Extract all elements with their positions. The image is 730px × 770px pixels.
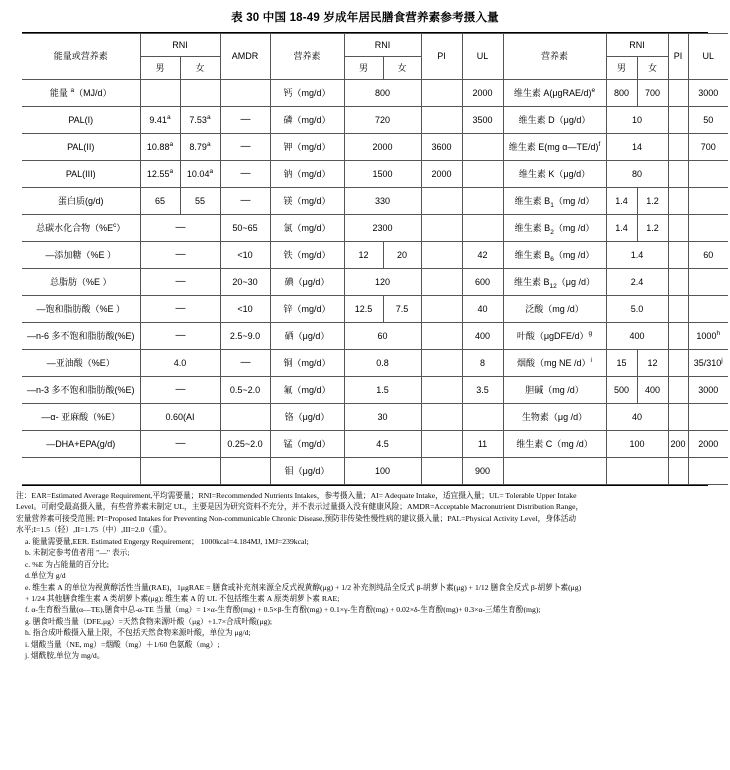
cell-mid-rni-shared: 120 <box>344 269 421 296</box>
cell-right-ul <box>688 458 728 485</box>
row-label-vitamin <box>503 458 606 485</box>
cell-right-rni-female: 400 <box>637 377 668 404</box>
row-label-energy: —n-6 多不饱和脂肪酸(%E) <box>22 323 140 350</box>
cell-right-rni-male: 500 <box>606 377 637 404</box>
cell-mid-rni-male: 12 <box>344 242 383 269</box>
row-label-energy: 蛋白质(g/d) <box>22 188 140 215</box>
row-label-energy: —n-3 多不饱和脂肪酸(%E) <box>22 377 140 404</box>
cell-mid-pi <box>421 188 462 215</box>
row-label-vitamin: 烟酸（mg NE /d）$^i$ <box>503 350 606 377</box>
cell-mid-ul <box>462 134 503 161</box>
table-row <box>22 134 728 161</box>
cell-mid-rni-shared: 4.5 <box>344 431 421 458</box>
cell-left-rni-shared: — <box>140 215 220 242</box>
cell-right-rni-shared: 2.4 <box>606 269 668 296</box>
cell-right-pi <box>668 161 688 188</box>
row-label-vitamin: 维生素 $B_1(mg$ /d） <box>503 188 606 215</box>
note-e-line-1: e. 维生素 A 的单位为视黄醇活性当量(RAE)，1μgRAE = 膳食或补充剂来源全反式视黄醇(μg) + 1/2 补充剂纯品全反式 β-胡萝卜素(μg) + 1/12 膳食全反式 β-胡萝卜素(μg) <box>25 582 582 592</box>
cell-right-rni-shared: 14 <box>606 134 668 161</box>
row-label-vitamin: 维生素 C（mg /d） <box>503 431 606 458</box>
row-label-energy: —α- 亚麻酸（%E） <box>22 404 140 431</box>
note-f: f. α-生育酚当量(α—TE),膳食中总-α-TE 当量（mg）= 1×α-生育酚(mg) + 0.5×β-生育酚(mg) + 0.1×γ-生育酚(mg) + 0.02×δ-生育酚(mg)+ 0.3×α-三烯生育酚(mg); <box>25 605 541 615</box>
cell-left-amdr: 0.25~2.0 <box>220 431 270 458</box>
row-label-vitamin: 生物素（μg /d） <box>503 404 606 431</box>
cell-left-amdr <box>220 404 270 431</box>
cell-right-ul: 700 <box>688 134 728 161</box>
header-energy-or-nutrient: 能量或营养素 <box>22 34 140 80</box>
cell-right-ul: 60 <box>688 242 728 269</box>
cell-left-amdr: <10 <box>220 242 270 269</box>
row-label-energy: PAL(III) <box>22 161 140 188</box>
footnotes <box>16 491 714 662</box>
header-right-nutrient: 营养素 <box>503 34 606 80</box>
row-label-vitamin: 维生素 $B_{12}(\mu g$ /d） <box>503 269 606 296</box>
cell-right-rni-male: 15 <box>606 350 637 377</box>
header-mid-ul: UL <box>462 34 503 80</box>
cell-right-rni-shared <box>606 458 668 485</box>
cell-mid-pi <box>421 323 462 350</box>
cell-mid-pi <box>421 458 462 485</box>
cell-mid-rni-shared: 1.5 <box>344 377 421 404</box>
row-label-mineral: 氯（mg/d） <box>270 215 344 242</box>
cell-mid-pi: 2000 <box>421 161 462 188</box>
cell-mid-rni-shared: 720 <box>344 107 421 134</box>
cell-right-pi <box>668 107 688 134</box>
row-label-mineral: 铁（mg/d） <box>270 242 344 269</box>
table-row <box>22 107 728 134</box>
cell-mid-ul <box>462 188 503 215</box>
cell-right-rni-shared: 40 <box>606 404 668 431</box>
row-label-energy <box>22 458 140 485</box>
row-label-mineral: 铜（mg/d） <box>270 350 344 377</box>
table-row <box>22 323 728 350</box>
cell-left-amdr: 0.5~2.0 <box>220 377 270 404</box>
cell-right-pi <box>668 242 688 269</box>
table-row <box>22 188 728 215</box>
cell-right-rni-female: 12 <box>637 350 668 377</box>
row-label-energy: —饱和脂肪酸（%E ） <box>22 296 140 323</box>
cell-right-pi <box>668 188 688 215</box>
note-h: h. 指合成叶酸摄入量上限，不包括天然食物来源叶酸，单位为 μg/d; <box>25 628 251 638</box>
cell-mid-ul: 8 <box>462 350 503 377</box>
row-label-vitamin: 维生素 A(μgRAE/d)$^e$ <box>503 80 606 107</box>
nutrient-table-wrapper <box>22 32 723 486</box>
header-right-female: 女 <box>637 57 668 80</box>
table-row <box>22 80 728 107</box>
cell-right-ul: 2000 <box>688 431 728 458</box>
header-right-male: 男 <box>606 57 637 80</box>
cell-left-rni-shared: — <box>140 431 220 458</box>
row-label-mineral: 磷（mg/d） <box>270 107 344 134</box>
cell-left-amdr <box>220 458 270 485</box>
cell-right-rni-male: 1.4 <box>606 188 637 215</box>
row-label-vitamin: 维生素 $B_6(mg$ /d） <box>503 242 606 269</box>
header-mid-female: 女 <box>383 57 421 80</box>
cell-right-ul <box>688 269 728 296</box>
cell-right-pi <box>668 134 688 161</box>
note-a: a. 能量需要量,EER. Estimated Engergy Requirement； 1000kcal=4.184MJ, 1MJ=239kcal; <box>25 536 309 546</box>
row-label-mineral: 钼（μg/d） <box>270 458 344 485</box>
header-mid-nutrient: 营养素 <box>270 34 344 80</box>
note-j: j. 烟酰胺,单位为 mg/d。 <box>25 651 105 661</box>
cell-left-rni-female: 8.79$^a$ <box>180 134 220 161</box>
row-label-energy: —添加糖（%E ） <box>22 242 140 269</box>
header-left-male: 男 <box>140 57 180 80</box>
row-label-vitamin: 泛酸（mg /d） <box>503 296 606 323</box>
note-e-line-2: + 1/24 其他膳食维生素 A 类胡萝卜素(μg); 维生素 A 的 UL 不包括维生素 A 原类胡萝卜素 RAE; <box>25 593 340 603</box>
note-header-line-3: 宏量营养素可接受范围; PI=Proposed Intakes for Preventing Non-communicable Chronic Disease,预防非传染性慢性病的建议摄入量；PAL=Physical Activity Level，身体活动 <box>16 513 577 523</box>
cell-mid-pi <box>421 377 462 404</box>
cell-right-pi: 200 <box>668 431 688 458</box>
cell-right-pi <box>668 377 688 404</box>
cell-mid-pi <box>421 242 462 269</box>
cell-right-pi <box>668 458 688 485</box>
cell-right-ul <box>688 161 728 188</box>
row-label-mineral: 钙（mg/d） <box>270 80 344 107</box>
cell-left-amdr: — <box>220 161 270 188</box>
header-left-rni: RNI <box>140 34 220 57</box>
row-label-vitamin: 维生素 E(mg α—TE/d)$^f$ <box>503 134 606 161</box>
cell-mid-rni-shared: 2300 <box>344 215 421 242</box>
cell-mid-ul <box>462 215 503 242</box>
cell-left-rni-shared: — <box>140 296 220 323</box>
cell-left-rni-shared: — <box>140 269 220 296</box>
header-right-rni: RNI <box>606 34 668 57</box>
row-label-mineral: 氟（mg/d） <box>270 377 344 404</box>
cell-right-rni-female: 700 <box>637 80 668 107</box>
cell-left-amdr <box>220 80 270 107</box>
table-row <box>22 242 728 269</box>
row-label-mineral: 镁（mg/d） <box>270 188 344 215</box>
note-d: d.单位为 g/d <box>25 571 66 581</box>
cell-mid-ul <box>462 161 503 188</box>
cell-left-rni-shared: — <box>140 377 220 404</box>
cell-mid-rni-shared: 30 <box>344 404 421 431</box>
cell-left-amdr: — <box>220 350 270 377</box>
cell-mid-rni-male: 12.5 <box>344 296 383 323</box>
cell-left-rni-female: 10.04$^a$ <box>180 161 220 188</box>
cell-right-rni-shared: 80 <box>606 161 668 188</box>
cell-mid-rni-shared: 1500 <box>344 161 421 188</box>
cell-right-rni-shared: 10 <box>606 107 668 134</box>
row-label-energy: PAL(II) <box>22 134 140 161</box>
cell-right-pi <box>668 323 688 350</box>
cell-right-ul <box>688 215 728 242</box>
cell-mid-rni-shared: 330 <box>344 188 421 215</box>
cell-mid-ul: 42 <box>462 242 503 269</box>
table-row <box>22 215 728 242</box>
header-left-amdr: AMDR <box>220 34 270 80</box>
note-header-line-2: Level。可耐受最高摄入量，有些营养素未制定 UL，主要是因为研究资料不充分，并不表示过量摄入没有健康风险；AMDR=Acceptable Macronutrient Distribution Range， <box>16 502 584 512</box>
note-i: i. 烟酸当量（NE, mg）=烟酸（mg）＋1/60 色氨酸（mg）; <box>25 639 220 649</box>
table-body <box>22 80 728 485</box>
cell-right-pi <box>668 350 688 377</box>
table-row <box>22 458 728 485</box>
cell-right-pi <box>668 80 688 107</box>
cell-mid-pi: 3600 <box>421 134 462 161</box>
cell-right-rni-female: 1.2 <box>637 215 668 242</box>
cell-left-rni-female: 7.53$^a$ <box>180 107 220 134</box>
cell-right-ul: 1000$^h$ <box>688 323 728 350</box>
row-label-energy: 总碳水化合物$(\%E^c)$ <box>22 215 140 242</box>
table-row <box>22 296 728 323</box>
cell-mid-rni-shared: 2000 <box>344 134 421 161</box>
row-label-energy: 能量 $^a$（MJ/d） <box>22 80 140 107</box>
cell-right-ul <box>688 296 728 323</box>
cell-left-amdr: 20~30 <box>220 269 270 296</box>
row-label-energy: PAL(I) <box>22 107 140 134</box>
cell-left-amdr: — <box>220 134 270 161</box>
cell-mid-pi <box>421 215 462 242</box>
table-header <box>22 34 728 80</box>
cell-right-rni-shared: 400 <box>606 323 668 350</box>
row-label-energy: 总脂肪（%E ） <box>22 269 140 296</box>
header-row-top <box>22 34 728 57</box>
cell-mid-rni-shared: 60 <box>344 323 421 350</box>
cell-right-rni-shared: 1.4 <box>606 242 668 269</box>
cell-left-rni-male <box>140 80 180 107</box>
cell-mid-pi <box>421 404 462 431</box>
row-label-mineral: 钠（mg/d） <box>270 161 344 188</box>
cell-right-pi <box>668 296 688 323</box>
row-label-mineral: 锌（mg/d） <box>270 296 344 323</box>
cell-left-rni-female <box>180 80 220 107</box>
cell-right-ul <box>688 404 728 431</box>
note-header-line-4: 水平;I=1.5（轻）,II=1.75（中）,III=2.0（重）。 <box>16 525 172 535</box>
row-label-vitamin: 胆碱（mg /d） <box>503 377 606 404</box>
cell-left-rni-male: 65 <box>140 188 180 215</box>
cell-right-ul: 3000 <box>688 80 728 107</box>
row-label-vitamin: 维生素 K（μg/d） <box>503 161 606 188</box>
cell-left-rni-shared <box>140 458 220 485</box>
row-label-mineral: 碘（μg/d） <box>270 269 344 296</box>
note-b: b. 未制定参考值者用 "—" 表示; <box>25 548 130 558</box>
cell-mid-rni-female: 20 <box>383 242 421 269</box>
row-label-vitamin: 维生素 D（μg/d） <box>503 107 606 134</box>
cell-mid-pi <box>421 350 462 377</box>
cell-mid-ul: 3.5 <box>462 377 503 404</box>
cell-mid-pi <box>421 431 462 458</box>
cell-right-rni-shared: 100 <box>606 431 668 458</box>
cell-right-pi <box>668 215 688 242</box>
nutrient-reference-table <box>22 33 728 485</box>
cell-right-pi <box>668 269 688 296</box>
row-label-vitamin: 维生素 $B_2(mg$ /d） <box>503 215 606 242</box>
cell-right-ul: 3000 <box>688 377 728 404</box>
cell-right-rni-shared: 5.0 <box>606 296 668 323</box>
table-row <box>22 269 728 296</box>
cell-left-rni-shared: 4.0 <box>140 350 220 377</box>
cell-left-amdr: 2.5~9.0 <box>220 323 270 350</box>
note-c: c. %E 为占能量的百分比; <box>25 559 109 569</box>
header-mid-pi: PI <box>421 34 462 80</box>
table-row <box>22 161 728 188</box>
cell-mid-ul: 600 <box>462 269 503 296</box>
cell-mid-pi <box>421 296 462 323</box>
table-row <box>22 350 728 377</box>
cell-left-rni-shared: 0.60(AI <box>140 404 220 431</box>
cell-right-rni-female: 1.2 <box>637 188 668 215</box>
cell-mid-ul <box>462 404 503 431</box>
cell-right-pi <box>668 404 688 431</box>
row-label-mineral: 钾（mg/d） <box>270 134 344 161</box>
note-g: g. 膳食叶酸当量（DFE,μg）=天然食物来源叶酸（μg）+1.7×合成叶酸(μg); <box>25 616 273 626</box>
header-mid-male: 男 <box>344 57 383 80</box>
cell-left-rni-shared: — <box>140 242 220 269</box>
cell-left-rni-shared: — <box>140 323 220 350</box>
row-label-energy: —DHA+EPA(g/d) <box>22 431 140 458</box>
header-right-pi: PI <box>668 34 688 80</box>
cell-mid-ul: 400 <box>462 323 503 350</box>
cell-mid-ul: 11 <box>462 431 503 458</box>
header-right-ul: UL <box>688 34 728 80</box>
cell-left-amdr: 50~65 <box>220 215 270 242</box>
row-label-energy: —亚油酸（%E） <box>22 350 140 377</box>
cell-left-rni-male: 12.55$^a$ <box>140 161 180 188</box>
table-row <box>22 377 728 404</box>
cell-mid-ul: 40 <box>462 296 503 323</box>
cell-left-rni-male: 10.88$^a$ <box>140 134 180 161</box>
header-left-female: 女 <box>180 57 220 80</box>
cell-mid-ul: 3500 <box>462 107 503 134</box>
header-mid-rni: RNI <box>344 34 421 57</box>
cell-right-ul: 35/310$^j$ <box>688 350 728 377</box>
cell-mid-rni-shared: 800 <box>344 80 421 107</box>
cell-left-rni-female: 55 <box>180 188 220 215</box>
note-header-line-1: 注：EAR=Estimated Average Requirement,平均需要量；RNI=Recommended Nutrients Intakes，参考摄入量；AI= Adequate Intake，适宜摄入量；UL= Tolerable Upper Intake <box>16 491 577 500</box>
cell-left-amdr: — <box>220 107 270 134</box>
cell-mid-ul: 900 <box>462 458 503 485</box>
cell-mid-pi <box>421 107 462 134</box>
cell-left-amdr: <10 <box>220 296 270 323</box>
cell-right-rni-male: 1.4 <box>606 215 637 242</box>
cell-left-amdr: — <box>220 188 270 215</box>
cell-mid-pi <box>421 269 462 296</box>
cell-right-ul: 50 <box>688 107 728 134</box>
row-label-mineral: 锰（mg/d） <box>270 431 344 458</box>
page-title: 表 30 中国 18-49 岁成年居民膳食营养素参考摄入量 <box>231 12 499 24</box>
row-label-vitamin: 叶酸（μgDFE/d）$^g$ <box>503 323 606 350</box>
table-row <box>22 404 728 431</box>
cell-mid-rni-female: 7.5 <box>383 296 421 323</box>
cell-mid-rni-shared: 100 <box>344 458 421 485</box>
cell-right-ul <box>688 188 728 215</box>
table-row <box>22 431 728 458</box>
cell-mid-ul: 2000 <box>462 80 503 107</box>
row-label-mineral: 硒（μg/d） <box>270 323 344 350</box>
cell-mid-rni-shared: 0.8 <box>344 350 421 377</box>
cell-mid-pi <box>421 80 462 107</box>
cell-right-rni-male: 800 <box>606 80 637 107</box>
row-label-mineral: 铬（μg/d） <box>270 404 344 431</box>
cell-left-rni-male: 9.41$^a$ <box>140 107 180 134</box>
